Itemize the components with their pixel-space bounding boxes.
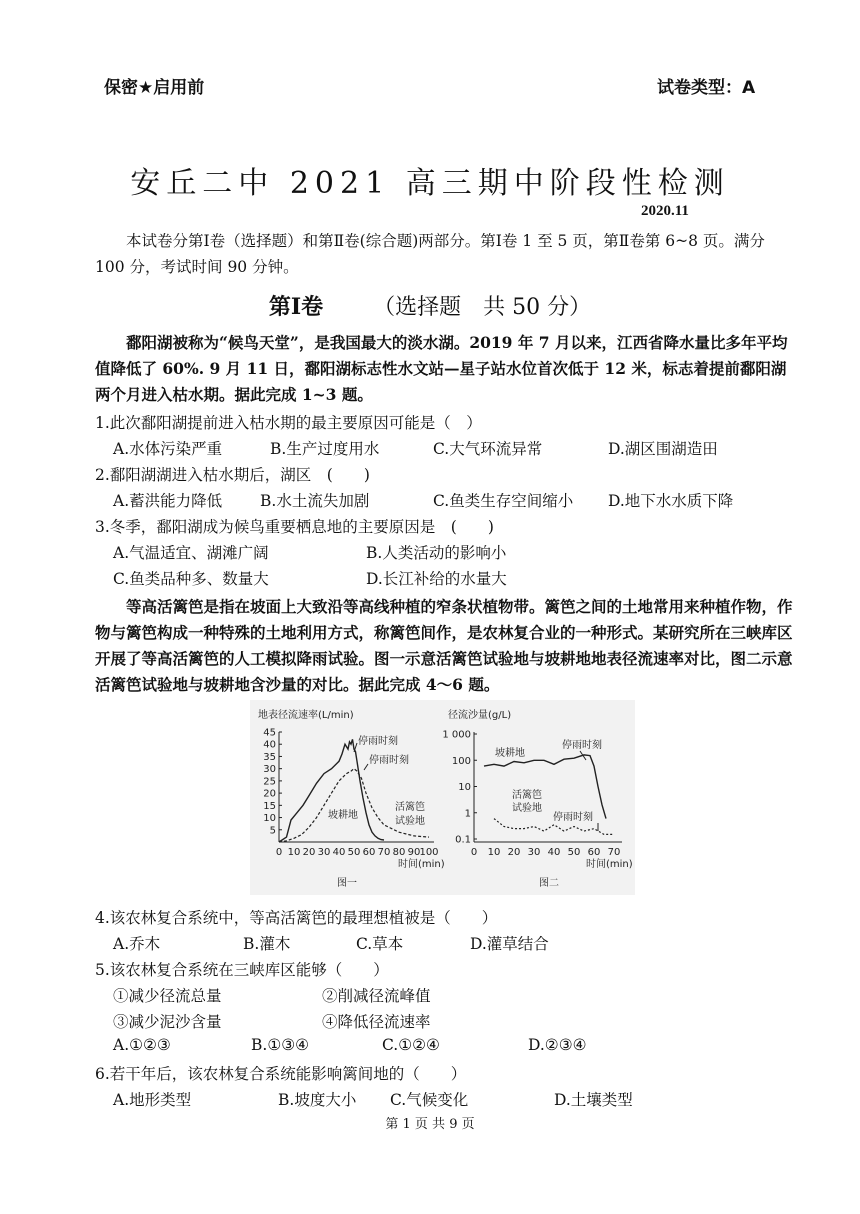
- figure-1-ylabel: 地表径流速率(L/min): [258, 710, 354, 721]
- figure-2-hedge-label-1: 活篱笆: [512, 790, 542, 801]
- q3-option-b: B.人类活动的影响小: [366, 544, 507, 562]
- page-footer: 第 1 页 共 9 页: [385, 1117, 475, 1132]
- figure-1-xtick-label: 30: [317, 847, 331, 858]
- q5-option-d: D.②③④: [528, 1036, 587, 1054]
- figure-1-xtick-label: 40: [332, 847, 346, 858]
- question-4-stem: 4.该农林复合系统中，等高活篱笆的最理想植被是（ ）: [95, 909, 498, 927]
- q2-option-c: C.鱼类生存空间缩小: [433, 492, 574, 510]
- figure-2-xtick-label: 20: [507, 847, 521, 858]
- section-desc: （选择题 共 50 分）: [373, 295, 592, 320]
- figure-1-xtick-label: 50: [347, 847, 361, 858]
- figure-2-ytick-label: 1: [464, 808, 471, 820]
- q2-option-a: A.蓄洪能力降低: [113, 492, 223, 510]
- figure-1-xtick-label: 0: [275, 847, 283, 858]
- q5-option-b: B.①③④: [251, 1036, 310, 1054]
- q1-option-c: C.大气环流异常: [433, 440, 543, 458]
- intro-paragraph: 本试卷分第Ⅰ卷（选择题）和第Ⅱ卷(综合题)两部分。第Ⅰ卷 1 至 5 页，第Ⅱ卷第 6~8 页。满分 100 分，考试时间 90 分钟。: [95, 232, 765, 276]
- figure-1-ytick-label: 40: [263, 739, 276, 751]
- q1-option-a: A.水体污染严重: [113, 440, 223, 458]
- q2-option-d: D.地下水水质下降: [608, 492, 734, 510]
- passage-2: 等高活篱笆是指在坡面上大致沿等高线种植的窄条状植物带。篱笆之间的土地常用来种植作物，作物与篱笆构成一种特殊的土地利用方式，称篱笆间作，是农林复合业的一种形式。某研究所在三峡库区开展了等高活篱笆的人工模拟降雨试验。图一示意活篱笆试验地与坡耕地地表径流速率对比，图二示意活篱笆试验地与坡耕地含沙量的对比。据此完成 4～6 题。: [95, 597, 793, 694]
- figure-2-xtick-label: 30: [527, 847, 541, 858]
- figure-1-xtick-label: 70: [377, 847, 391, 858]
- question-6-stem: 6.若干年后，该农林复合系统能影响篱间地的（ ）: [95, 1065, 467, 1083]
- figure-1-ytick-label: 30: [263, 764, 276, 776]
- q5-option-a: A.①②③: [113, 1036, 171, 1054]
- figure-1-xtick-label: 10: [287, 847, 301, 858]
- figure-1-ytick-label: 25: [263, 776, 276, 788]
- q3-option-a: A.气温适宜、湖滩广阔: [113, 544, 269, 562]
- figure-1-xlabel: 时间(min): [398, 859, 445, 870]
- q4-option-c: C.草本: [356, 935, 404, 953]
- figure-1-xtick-label: 80: [392, 847, 406, 858]
- q6-option-d: D.土壤类型: [554, 1091, 633, 1109]
- figure-1-hedge-label-2: 试验地: [395, 816, 425, 827]
- figure-1-ytick-label: 15: [263, 800, 276, 812]
- passage-1: 鄱阳湖被称为“候鸟天堂”，是我国最大的淡水湖。2019 年 7 月以来，江西省降水量比多年平均值降低了 60%. 9 月 11 日，鄱阳湖标志性水文站—星子站水位首次低于 12 米，标志着提前鄱阳湖两个月进入枯水期。据此完成 1~3 题。: [95, 333, 788, 404]
- q4-option-b: B.灌木: [243, 935, 291, 953]
- section-heading: [0, 290, 860, 321]
- confidential-label: 保密★启用前: [104, 78, 205, 98]
- figure-2-xtick-label: 40: [547, 847, 561, 858]
- figure-2-slope-label: 坡耕地: [495, 748, 525, 759]
- figure-2-stop-label-1: 停雨时刻: [562, 740, 602, 751]
- page-title: 安丘二中 2021 高三期中阶段性检测: [130, 166, 730, 201]
- figure-2-xtick-label: 60: [587, 847, 601, 858]
- question-2-stem: 2.鄱阳湖湖进入枯水期后，湖区 ( ): [95, 466, 370, 484]
- figure-panel: [250, 700, 635, 895]
- q5-item-3: ③减少泥沙含量: [113, 1013, 222, 1031]
- figure-2-xlabel: 时间(min): [586, 859, 633, 870]
- figure-2-ytick-label: 100: [451, 755, 471, 767]
- figure-1-stop-label-2: 停雨时刻: [369, 755, 409, 766]
- figure-2-xtick-label: 10: [487, 847, 501, 858]
- question-5-stem: 5.该农林复合系统在三峡库区能够（ ）: [95, 961, 389, 979]
- section-name: 第Ⅰ卷: [268, 294, 324, 320]
- figure-1-ytick-label: 20: [263, 788, 276, 800]
- q6-option-b: B.坡度大小: [278, 1091, 357, 1109]
- figure-2-hedge-label-2: 试验地: [512, 803, 542, 814]
- figure-1-xtick-label: 20: [302, 847, 316, 858]
- figure-2-xtick-label: 0: [470, 847, 478, 858]
- q6-option-a: A.地形类型: [113, 1091, 192, 1109]
- figure-1-xtick-label: 60: [362, 847, 376, 858]
- figure-2-xtick-label: 70: [607, 847, 621, 858]
- q4-option-a: A.乔木: [113, 935, 161, 953]
- figure-1-ytick-label: 35: [263, 751, 276, 763]
- figure-2-xtick-label: 50: [567, 847, 581, 858]
- figure-1-slope-label: 坡耕地: [328, 810, 358, 821]
- figure-1-stop-label-1: 停雨时刻: [358, 736, 398, 747]
- q1-option-b: B.生产过度用水: [270, 440, 380, 458]
- q1-option-d: D.湖区围湖造田: [608, 440, 718, 458]
- figure-2-ytick-label: 1 000: [442, 729, 471, 741]
- figure-1-xtick-label: 90: [407, 847, 421, 858]
- q3-option-c: C.鱼类品种多、数量大: [113, 570, 269, 588]
- q5-item-2: ②削减径流峰值: [322, 987, 431, 1005]
- figure-2-ytick-label: 0.1: [455, 834, 471, 846]
- paper-type-label: 试卷类型：A: [657, 78, 756, 98]
- figure-1-hedge-label-1: 活篱笆: [395, 802, 425, 813]
- q5-option-c: C.①②④: [382, 1036, 440, 1054]
- figure-2-ylabel: 径流沙量(g/L): [448, 710, 512, 721]
- q3-option-d: D.长江补给的水量大: [366, 570, 507, 588]
- question-1-stem: 1.此次鄱阳湖提前进入枯水期的最主要原因可能是（ ）: [95, 414, 482, 432]
- figure-2-caption: 图二: [539, 878, 559, 889]
- q6-option-c: C.气候变化: [390, 1091, 469, 1109]
- figure-1-caption: 图一: [337, 878, 357, 889]
- figure-1-ytick-label: 5: [269, 825, 276, 837]
- figure-1-ytick-label: 10: [263, 813, 276, 825]
- figure-1-xtick-label: 100: [419, 847, 439, 858]
- figure-1-ytick-label: 45: [263, 727, 276, 739]
- question-3-stem: 3.冬季，鄱阳湖成为候鸟重要栖息地的主要原因是 ( ): [95, 518, 494, 536]
- figure-2-ytick-label: 10: [458, 782, 471, 793]
- figure-2-stop-label-2: 停雨时刻: [553, 812, 593, 823]
- q4-option-d: D.灌草结合: [470, 935, 549, 953]
- exam-date: 2020.11: [641, 203, 689, 219]
- q5-item-1: ①减少径流总量: [113, 987, 222, 1005]
- q2-option-b: B.水土流失加剧: [260, 492, 370, 510]
- q5-item-4: ④降低径流速率: [322, 1013, 431, 1031]
